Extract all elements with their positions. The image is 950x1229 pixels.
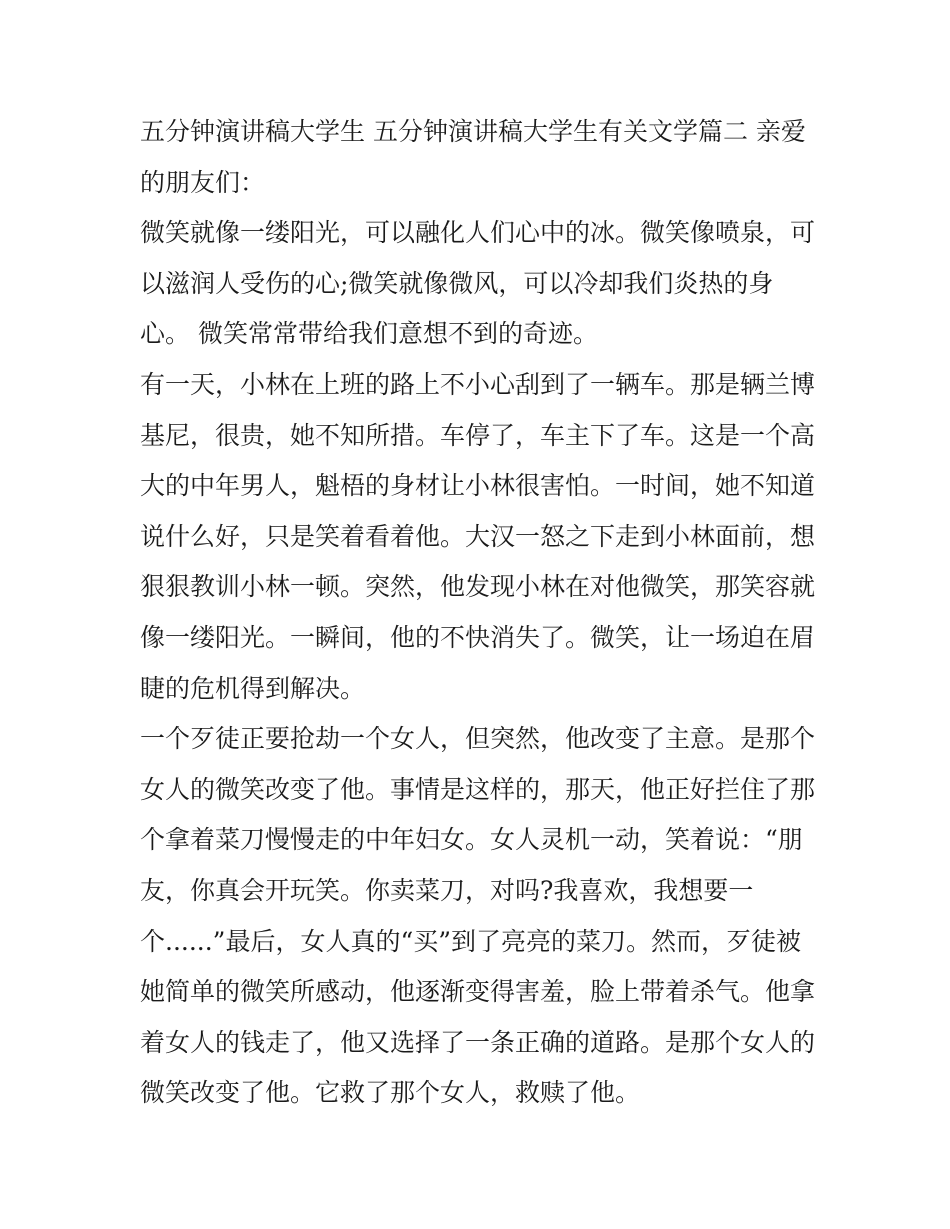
- text-line: 基尼，很贵，她不知所措。车停了，车主下了车。这是一个高: [140, 420, 816, 450]
- text-line: 个......”最后，女人真的“买”到了亮亮的菜刀。然而，歹徒被: [140, 926, 802, 956]
- text-line: 大的中年男人，魁梧的身材让小林很害怕。一时间，她不知道: [140, 471, 816, 501]
- text-line: 微笑就像一缕阳光，可以融化人们心中的冰。微笑像喷泉，可: [140, 218, 816, 248]
- text-line: 像一缕阳光。一瞬间，他的不快消失了。微笑，让一场迫在眉: [140, 622, 816, 652]
- text-line: 五分钟演讲稿大学生 五分钟演讲稿大学生有关文学篇二 亲爱: [140, 117, 806, 146]
- text-line: 一个歹徒正要抢劫一个女人，但突然，他改变了主意。是那个: [140, 724, 816, 754]
- text-line: 友，你真会开玩笑。你卖菜刀，对吗?我喜欢，我想要一: [140, 875, 754, 905]
- text-line: 以滋润人受伤的心;微笑就像微风，可以冷却我们炎热的身: [140, 268, 774, 298]
- text-line: 着女人的钱走了，他又选择了一条正确的道路。是那个女人的: [140, 1027, 816, 1057]
- document-body: [140, 107, 820, 1119]
- text-line: 的朋友们：: [140, 167, 266, 197]
- text-line: 睫的危机得到解决。: [140, 673, 366, 703]
- text-line: 心。 微笑常常带给我们意想不到的奇迹。: [140, 319, 598, 349]
- text-line: 她简单的微笑所感动，他逐渐变得害羞，脸上带着杀气。他拿: [140, 977, 816, 1007]
- text-line: 女人的微笑改变了他。事情是这样的，那天，他正好拦住了那: [140, 774, 816, 804]
- text-line: 狠狠教训小林一顿。突然，他发现小林在对他微笑，那笑容就: [140, 572, 816, 602]
- text-line: 微笑改变了他。它救了那个女人，救赎了他。: [140, 1078, 641, 1108]
- text-line: 有一天，小林在上班的路上不小心刮到了一辆车。那是辆兰博: [140, 369, 816, 399]
- text-line: 个拿着菜刀慢慢走的中年妇女。女人灵机一动，笑着说：“朋: [140, 825, 803, 855]
- text-line: 说什么好，只是笑着看着他。大汉一怒之下走到小林面前，想: [140, 521, 816, 551]
